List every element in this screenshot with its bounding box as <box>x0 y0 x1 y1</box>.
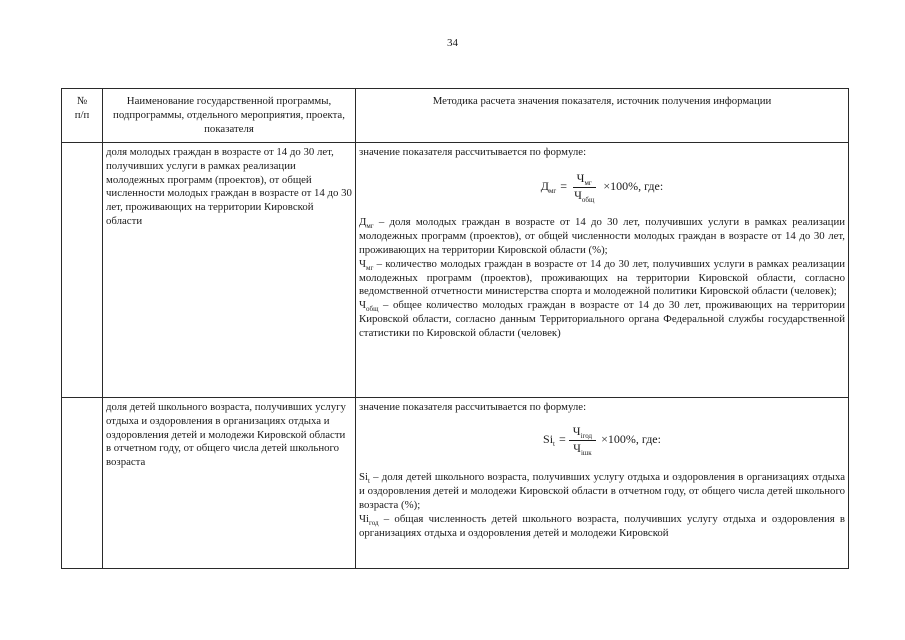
table-header-row <box>62 89 849 143</box>
formula-rest: ×100%, где: <box>603 179 664 194</box>
page-number: 34 <box>447 37 458 49</box>
formula-rest: ×100%, где: <box>601 432 661 447</box>
row-num <box>62 398 103 569</box>
formula-lhs: $Si_t$ <box>543 432 555 449</box>
indicator-name: доля детей школьного возраста, получивших услугу отдыха и оздоровления в организациях отдыха и оздоровления детей и молодежи Кировской области в отчетном году, от общего числа детей школьного возраста <box>103 398 356 569</box>
table-row <box>62 143 849 398</box>
formula-fraction: $\frac{Ч_{iгод}}{Ч_{iшк}}$ <box>569 425 596 456</box>
header-name: Наименование государственной программы, подпрограммы, отдельного мероприятия, проекта, показателя <box>103 89 356 143</box>
formula-fraction: $\frac{Ч_{мг}}{Ч_{общ}}$ <box>574 170 595 204</box>
definition: $Ч_{мг}$ – количество молодых граждан в возрасте от 14 до 30 лет, получивших услуги в рамках реализации молодежных программ (проектов), проживающих на территории Кировской области, согласно ведомственной отчетности министерства спорта и молодежной политики Кировской области (человек); <box>359 257 845 298</box>
formula: $Д_{мг}$ = $\frac{Ч_{мг}}{Ч_{общ}}$ ×100%, где: <box>540 170 664 204</box>
formula-intro: значение показателя рассчитывается по формуле: <box>359 146 587 158</box>
method-cell <box>356 143 849 398</box>
indicator-name: доля молодых граждан в возрасте от 14 до 30 лет, получивших услуги в рамках реализации молодежных программ (проектов), от общей численности молодых граждан в возрасте от 14 до 30 лет, проживающих на территории Кировской области <box>103 143 356 398</box>
definition: $Ч_{общ}$ – общее количество молодых граждан в возрасте от 14 до 30 лет, проживающих на территории Кировской области, согласно данным Территориального органа Федеральной службы государственной статистики по Кировской области (человек) <box>359 299 845 339</box>
formula-intro: значение показателя рассчитывается по формуле: <box>359 401 587 413</box>
indicator-table <box>61 88 849 569</box>
definition: $Si_t$ – доля детей школьного возраста, получивших услугу отдыха и оздоровления в организациях отдыха и оздоровления детей и молодежи Кировской области в отчетном году, от общего числа детей школьного возраста (%); <box>359 471 845 511</box>
definition: $Д_{мг}$ – доля молодых граждан в возрасте от 14 до 30 лет, получивших услуги в рамках реализации молодежных программ (проектов), от общей численности молодых граждан в возрасте от 14 до 30 лет, проживающих на территории Кировской области (%); <box>359 216 845 256</box>
header-method: Методика расчета значения показателя, источник получения информации <box>356 89 849 143</box>
formula: $Si_t$ = $\frac{Ч_{iгод}}{Ч_{iшк}}$ ×100%, где: <box>543 423 661 457</box>
header-num: № п/п <box>62 89 103 143</box>
row-num <box>62 143 103 398</box>
method-cell <box>356 398 849 569</box>
formula-lhs: $Д_{мг}$ <box>540 179 557 196</box>
table-row <box>62 398 849 569</box>
definition: $Чi_{год}$ – общая численность детей школьного возраста, получивших услугу отдыха и оздоровления в организациях отдыха и оздоровления детей и молодежи Кировской <box>359 512 845 539</box>
